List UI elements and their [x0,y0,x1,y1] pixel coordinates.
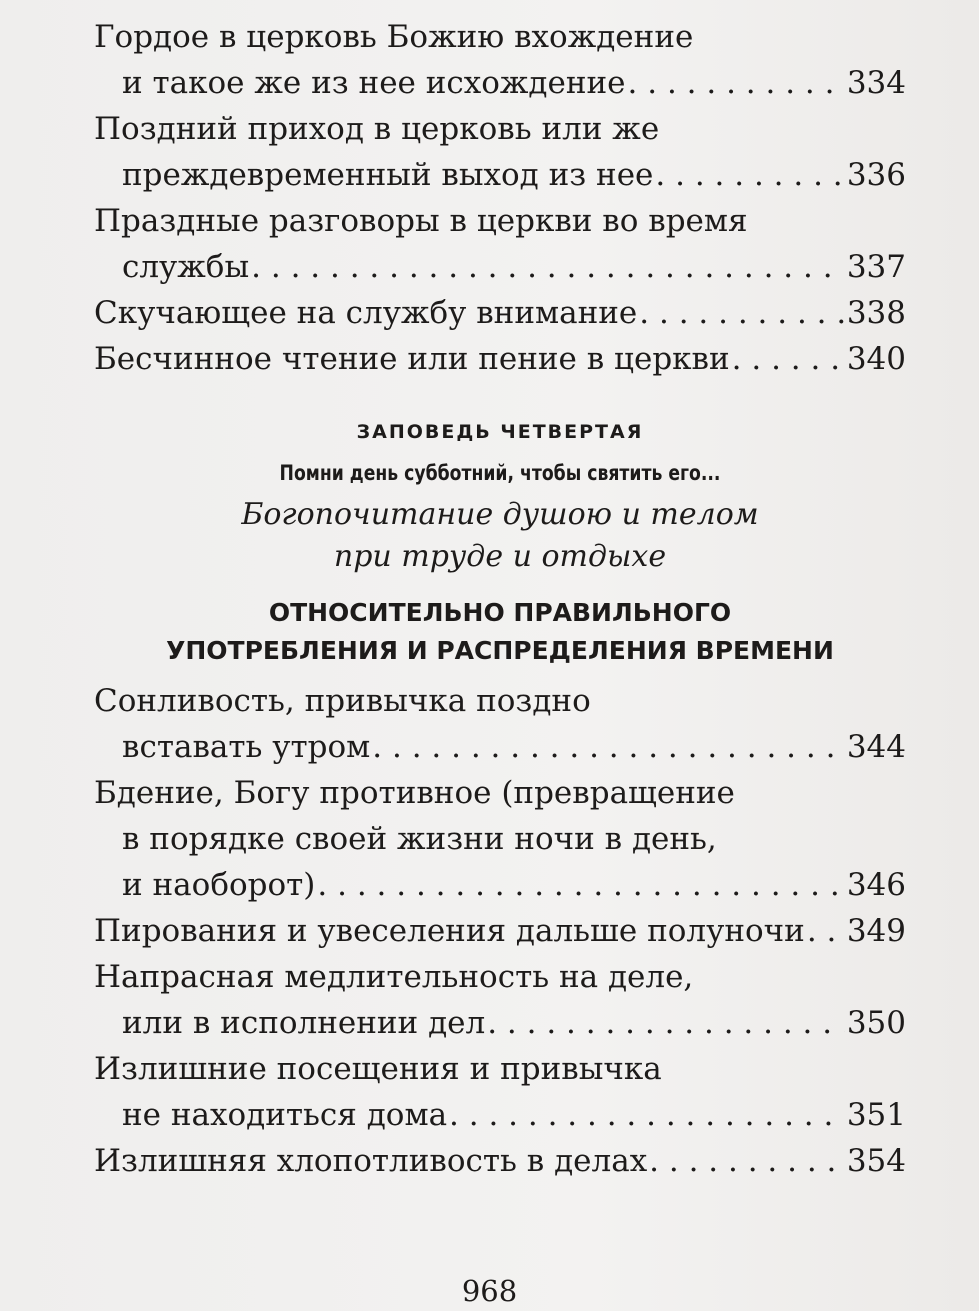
dot-leader [317,862,844,908]
toc-entry-line [94,908,906,954]
toc-entry-line [94,1046,906,1092]
dot-leader [649,1138,845,1184]
toc-entry-line [94,244,906,290]
toc-entry-line [94,1092,906,1138]
dot-leader [449,1092,845,1138]
toc-page-number: 351 [846,1097,906,1133]
toc-entry-line [94,336,906,382]
toc-entry-text: не находиться дома [122,1097,448,1133]
commandment-title: ЗАПОВЕДЬ ЧЕТВЕРТАЯ [356,421,644,443]
toc-entry-line [94,816,906,862]
toc-entry-line [94,60,906,106]
toc-entry-line [94,770,906,816]
toc-entry-text: Излишняя хлопотливость в делах [94,1143,648,1179]
toc-entry-line [94,1138,906,1184]
toc-entry-text: Праздные разговоры в церкви во время [94,203,748,239]
toc-page-number: 338 [846,295,906,331]
toc-entry-text: Напрасная медлительность на деле, [94,959,694,995]
toc-entries-block-1 [94,14,906,382]
toc-page-number: 334 [846,65,906,101]
section-heading-line-2: УПОТРЕБЛЕНИЯ И РАСПРЕДЕЛЕНИЯ ВРЕМЕНИ [166,636,834,665]
toc-entry-line [94,678,906,724]
toc-entry-text: Бесчинное чтение или пение в церкви [94,341,730,377]
toc-entries-block-2 [94,678,906,1184]
toc-entry-line [94,1000,906,1046]
toc-entry-text: в порядке своей жизни ночи в день, [122,821,717,857]
toc-page-number: 354 [846,1143,906,1179]
dot-leader [732,336,845,382]
toc-entry-text: Гордое в церковь Божию вхождение [94,19,694,55]
dot-leader [807,908,845,954]
dot-leader [639,290,845,336]
dot-leader [487,1000,845,1046]
dot-leader [655,152,844,198]
toc-entry-text: Сонливость, привычка поздно [94,683,591,719]
page-number: 968 [461,1274,518,1308]
toc-entry-text: Пирования и увеселения дальше полуночи [94,913,805,949]
commandment-subtitle-line-1: Богопочитание душою и телом [241,497,759,532]
toc-page-number: 346 [846,867,906,903]
toc-entry-text: или в исполнении дел [122,1005,486,1041]
section-heading-line-1: ОТНОСИТЕЛЬНО ПРАВИЛЬНОГО [268,598,732,627]
toc-entry-text: службы [122,249,250,285]
toc-entry-text: и такое же из нее исхождение [122,65,626,101]
toc-entry-line [94,724,906,770]
commandment-quote: Помни день субботний, чтобы святить его... [279,461,721,485]
toc-entry-text: Поздний приход в церковь или же [94,111,660,147]
table-of-contents [94,14,906,1184]
toc-entry-line [94,290,906,336]
toc-entry-text: вставать утром [122,729,371,765]
toc-entry-text: и наоборот) [122,867,316,903]
toc-page-number: 350 [846,1005,906,1041]
dot-leader [628,60,845,106]
toc-entry-line [94,14,906,60]
toc-page-number: 337 [846,249,906,285]
dot-leader [372,724,845,770]
dot-leader [251,244,845,290]
toc-page-number: 349 [846,913,906,949]
toc-entry-text: Излишние посещения и привычка [94,1051,662,1087]
toc-entry-text: Скучающее на службу внимание [94,295,638,331]
toc-entry-line [94,954,906,1000]
toc-page-number: 344 [846,729,906,765]
commandment-subtitle-line-2: при труде и отдыхе [333,539,667,574]
toc-entry-line [94,198,906,244]
toc-entry-line [94,862,906,908]
toc-entry-line [94,106,906,152]
toc-entry-text: Бдение, Богу противное (превращение [94,775,735,811]
toc-page-number: 340 [846,341,906,377]
toc-page-number: 336 [846,157,906,193]
toc-entry-text: преждевременный выход из нее [122,157,654,193]
toc-entry-line [94,152,906,198]
